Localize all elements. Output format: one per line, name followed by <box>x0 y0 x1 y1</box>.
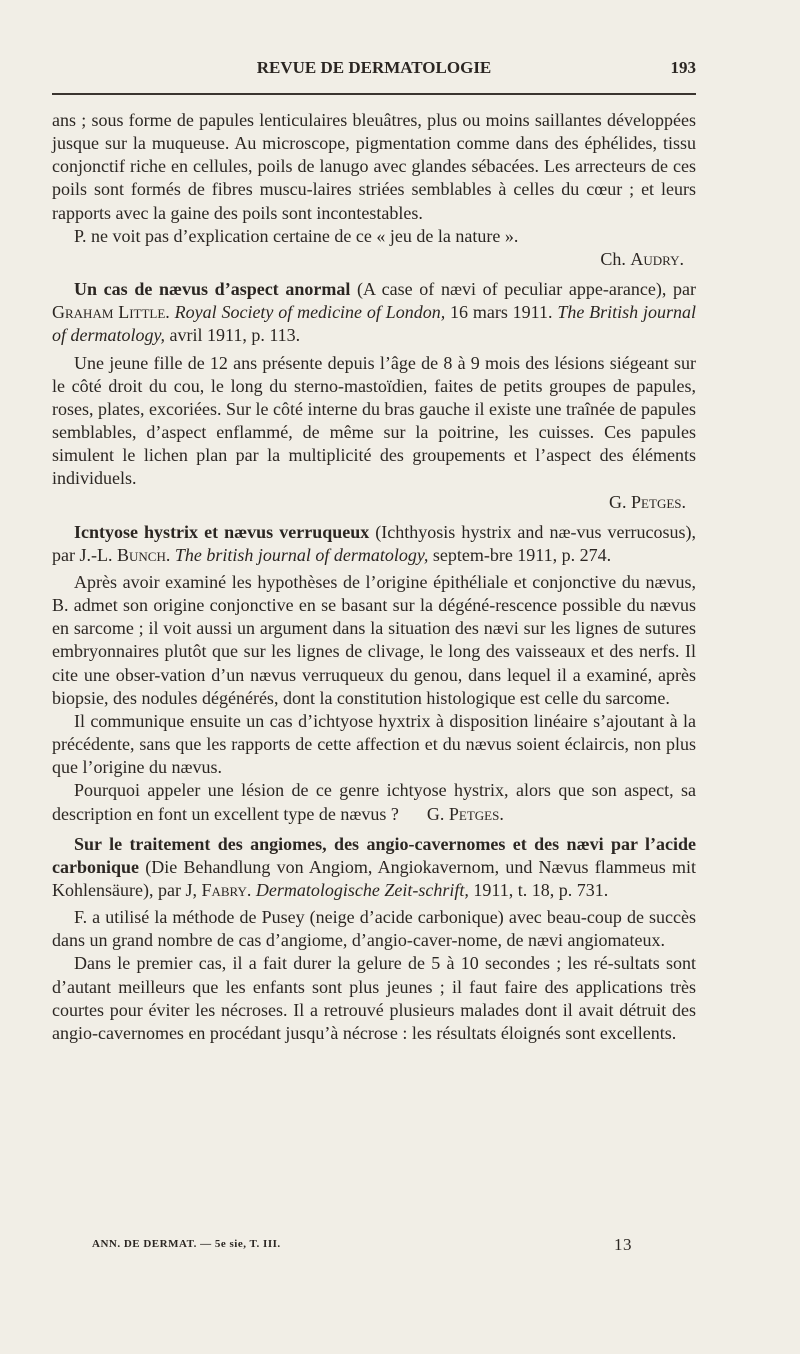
author-name: Bunch. <box>116 544 171 565</box>
running-header <box>52 58 696 84</box>
gathering-number: 13 <box>614 1235 632 1254</box>
journal-title: REVUE DE DERMATOLOGIE <box>256 58 492 77</box>
page-body <box>52 109 696 1045</box>
article-body: Après avoir examiné les hypothèses de l’origine épithéliale et conjonctive du nævus, B. admet son origine conjonctive en se basant sur la dégéné-rescence possible du nævus en sarcome ; il voit aussi un argument dans la situation des nævi sur les lignes de sutures embryonnaires plutôt que sur les lignes de clivage, le long des vaisseaux et des nerfs. Il cite une obser-vation d’un nævus verruqueux du genou, dans lequel il a examiné, après biopsie, des nodules dégénérés, dont la constitution histologique est celle du sarcome. <box>52 571 696 708</box>
author-name: Fabry. <box>201 880 252 900</box>
article-body: F. a utilisé la méthode de Pusey (neige d’acide carbonique) avec beau-coup de succès dans un grand nombre de cas d’angiome, d’angio-caver-nome, de nævi angiomateux. <box>52 907 696 951</box>
article-body: Dans le premier cas, il a fait durer la gelure de 5 à 10 secondes ; les ré-sultats sont d’autant meilleurs que les enfants sont plus jeunes ; il faut faire des applications très courtes pour éviter les nécroses. Il a retrouvé plusieurs malades dont il avait détruit des angio-cavernomes en procédant jusqu’à nécrose : les résultats éloignés sont excellents. <box>52 953 696 1043</box>
header-rule <box>52 93 696 95</box>
article-body: Il communique ensuite un cas d’ichtyose hyxtrix à disposition linéaire s’ajoutant à la précédente, sans que les rapports de cette affection et du nævus soient éclaircis, non plus que l’origine du nævus. <box>52 710 696 778</box>
footer <box>92 1235 632 1254</box>
article-title: Sur le traitement des angiomes, des angio-cavernomes et des nævi par l’acide carbonique <box>52 833 696 877</box>
signature-petges: Petges. <box>448 803 504 824</box>
article-body: Une jeune fille de 12 ans présente depuis l’âge de 8 à 9 mois des lésions siégeant sur le côté droit du cou, le long du sterno-mastoïdien, faites de petits groupes de papules, roses, plates, excoriées. Sur le côté interne du bras gauche il existe une traînée de papules semblables, d’aspect enflammé, de même sur la poitrine, les cuisses. Ces papules simulent le lichen plan par la multiplicité des groupements et l’aspect des éléments individuels. <box>52 352 696 489</box>
signature-audry: Ch. Audry. <box>600 248 684 269</box>
conclusion-paragraph: P. ne voit pas d’explication certaine de ce « jeu de la nature ». <box>74 225 519 246</box>
article-title: Icntyose hystrix et nævus verruqueux <box>74 521 370 542</box>
signature-petges: G. Petges. <box>609 491 686 512</box>
article-body-with-signature: Pourquoi appeler une lésion de ce genre ichtyose hystrix, alors que son aspect, sa description en font un excellent type de nævus ? G. Petges. <box>52 780 696 824</box>
page-number: 193 <box>670 58 696 77</box>
continuation-paragraph: ans ; sous forme de papules lenticulaires bleuâtres, plus ou moins saillantes développées jusque sur la muqueuse. Au microscope, pigmentation comme dans des éphélides, tissu conjonctif riche en cellules, poils de lanugo avec glandes sébacées. Les arrecteurs de ces poils sont formés de fibres muscu-laires striées semblables à celles du cœur ; et leurs rapports avec la gaine des poils sont incontestables. <box>52 110 696 223</box>
article-header-angiomes: Sur le traitement des angiomes, des angio-cavernomes et des nævi par l’acide carbonique (Die Behandlung von Angiom, Angiokavernom, und Nævus flammeus mit Kohlensäure), par J, Fabry. Dermatologische Zeit-schrift, 1911, t. 18, p. 731. <box>52 833 696 900</box>
footer-signature-mark: ANN. DE DERMAT. — 5e sie, T. III. <box>92 1238 281 1250</box>
author-name: Graham Little. <box>52 302 170 323</box>
article-title: Un cas de nævus d’aspect anormal <box>74 279 351 300</box>
article-header-naevus-aspect: Un cas de nævus d’aspect anormal (A case of nævi of peculiar appe-arance), par Graham Little. Royal Society of medicine of London, 16 mars 1911. The British journal of dermatology, avril 1911, p. 113. <box>52 279 697 346</box>
article-header-ichtyose: Icntyose hystrix et nævus verruqueux (Ichthyosis hystrix and næ-vus verrucosus), par J.-L. Bunch. The british journal of dermatology, septem-bre 1911, p. 274. <box>52 521 696 565</box>
